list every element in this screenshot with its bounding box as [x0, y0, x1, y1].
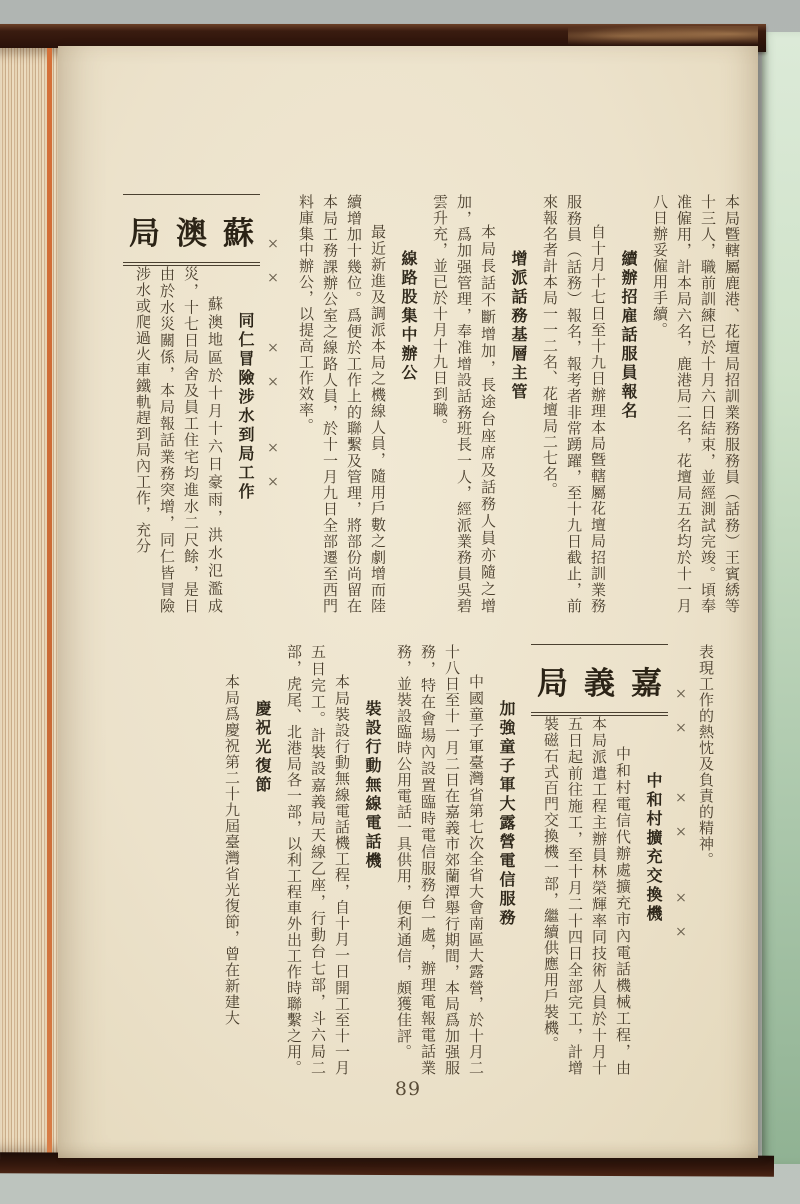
- top-text-register: [113, 194, 744, 614]
- article-retrocession-day: [220, 644, 274, 1076]
- cross-mark: ×: [267, 440, 279, 456]
- bureau-name: 蘇 澳 局: [129, 216, 254, 252]
- article-scout-jamboree-service: [392, 644, 518, 1076]
- book-page: [58, 46, 758, 1158]
- jiayi-header-column: [531, 644, 668, 1076]
- bureau-header-suao: [123, 194, 260, 266]
- cross-mark: ×: [267, 236, 279, 252]
- article-heading: 續辦招雇話服員報名: [619, 250, 638, 421]
- article-body: 自十月十七日至十九日辦理本局曁轄屬花壇局招訓業務服務員（話務）報名，報考者非常踴躍，至十九日截止，前來報名者計本局一一二名、花壇局二七名。: [541, 194, 607, 614]
- cross-mark: ×: [675, 790, 687, 806]
- bureau-section-suao: [123, 194, 260, 614]
- cross-mark: ×: [675, 824, 687, 840]
- article-heading: 加強童子軍大露營電信服務: [497, 700, 516, 928]
- article-zhonghe-switchboard: [539, 716, 665, 1076]
- article-body: 最近新進及調派本局之機線人員，隨用戶數之劇增而陸續增加十幾位。爲便於工作上的聯繫及管理，將部份尚留在本局工務課辦公室之線路人員，於十一月九日全部遷至西門料庫集中辦公，以提高工作效率。: [297, 194, 387, 614]
- fore-edge-orange-line: [47, 48, 52, 1154]
- article-heading: 慶祝光復節: [253, 700, 272, 795]
- jiayi-first-article-area: [531, 716, 668, 1076]
- bureau-name: 嘉 義 局: [537, 666, 662, 702]
- cross-mark: ×: [675, 924, 687, 940]
- article-line-section-office: [294, 194, 420, 614]
- article-mobile-radiotelephone: [282, 644, 384, 1076]
- article-heading: 中和村擴充交換機: [644, 772, 663, 924]
- bureau-header-jiayi: [531, 644, 668, 716]
- article-heading: 線路股集中辦公: [399, 250, 418, 383]
- article-body: 表現工作的熱忱及負責的精神。: [697, 644, 715, 868]
- article-body: 本局裝設行動無線電話機工程，自十月一日開工至十一月五日完工。計裝設嘉義局天線乙座，行動台七部，斗六局二部，虎尾、北港局各一部，以利工程車外出工作時聯繫之用。: [285, 644, 351, 1076]
- article-body: 蘇澳地區於十月十六日豪雨，洪水氾濫成災，十七日局舍及員工住宅均進水二尺餘，是日由於水災關係，本局報話業務突增，同仁皆冒險涉水或爬過火車鐵軌趕到局內工作，充分: [134, 266, 224, 614]
- suao-articles: [123, 266, 260, 614]
- article-continuation: [648, 194, 744, 614]
- cross-mark: ×: [675, 890, 687, 906]
- section-separator-crosses: [668, 644, 694, 1076]
- article-heading: 裝設行動無線電話機: [363, 700, 382, 871]
- cross-mark: ×: [267, 374, 279, 390]
- top-main-articles: [286, 194, 744, 614]
- bureau-section-jiayi: [212, 644, 668, 1076]
- cross-mark: ×: [267, 270, 279, 286]
- bottom-text-register: [204, 644, 718, 1076]
- suao-story-continuation: [694, 644, 718, 1076]
- page-number: 89: [394, 1078, 422, 1100]
- cross-mark: ×: [267, 474, 279, 490]
- article-operator-supervisor: [428, 194, 530, 614]
- article-body: 本局曁轄屬鹿港、花壇局招訓業務服務員（話務）王賓綉等十三人，職前訓練已於十月六日結束，並經測試完竣。頃奉准僱用，計本局六名，鹿港局二名，花壇局五名均於十一月八日辦妥僱用手續。: [651, 194, 741, 614]
- cross-mark: ×: [675, 686, 687, 702]
- article-heading: 同仁冒險涉水到局工作: [236, 312, 255, 502]
- article-body: 本局爲慶祝第二十九屆臺灣省光復節，曾在新建大: [223, 674, 241, 1026]
- article-body: 中國童子軍臺灣省第七次全省大會南區大露營，於十月二十八日至十一月二日在嘉義市郊蘭潭舉行期間，本局爲加强服務，特在會場內設置臨時電信服務台一處，辦理電報電話業務，並裝設臨時公用電話一具供用，便利通信，頗獲佳評。: [395, 644, 485, 1076]
- section-separator-crosses: [260, 194, 286, 614]
- cross-mark: ×: [675, 720, 687, 736]
- green-backdrop-strip: [762, 32, 800, 1164]
- article-body: 本局長話不斷增加，長途台座席及話務人員亦隨之增加，爲加强管理，奉准增設話務班長一人，經派業務員吳碧雲升充，並已於十月十九日到職。: [431, 194, 497, 614]
- jiayi-articles: [212, 644, 521, 1076]
- article-wading-to-work: [131, 266, 257, 614]
- article-heading: 增派話務基層主管: [509, 250, 528, 402]
- article-body: 中和村電信代辦處擴充市內電話機械工程，由本局派遣工程主辦員林榮輝率同技術人員於十月十五日起前往施工，至十月二十四日全部完工，計增裝磁石式百門交換機一部，繼續供應用戶裝機。: [542, 716, 632, 1076]
- cross-mark: ×: [267, 340, 279, 356]
- article-recruitment-signup: [538, 194, 640, 614]
